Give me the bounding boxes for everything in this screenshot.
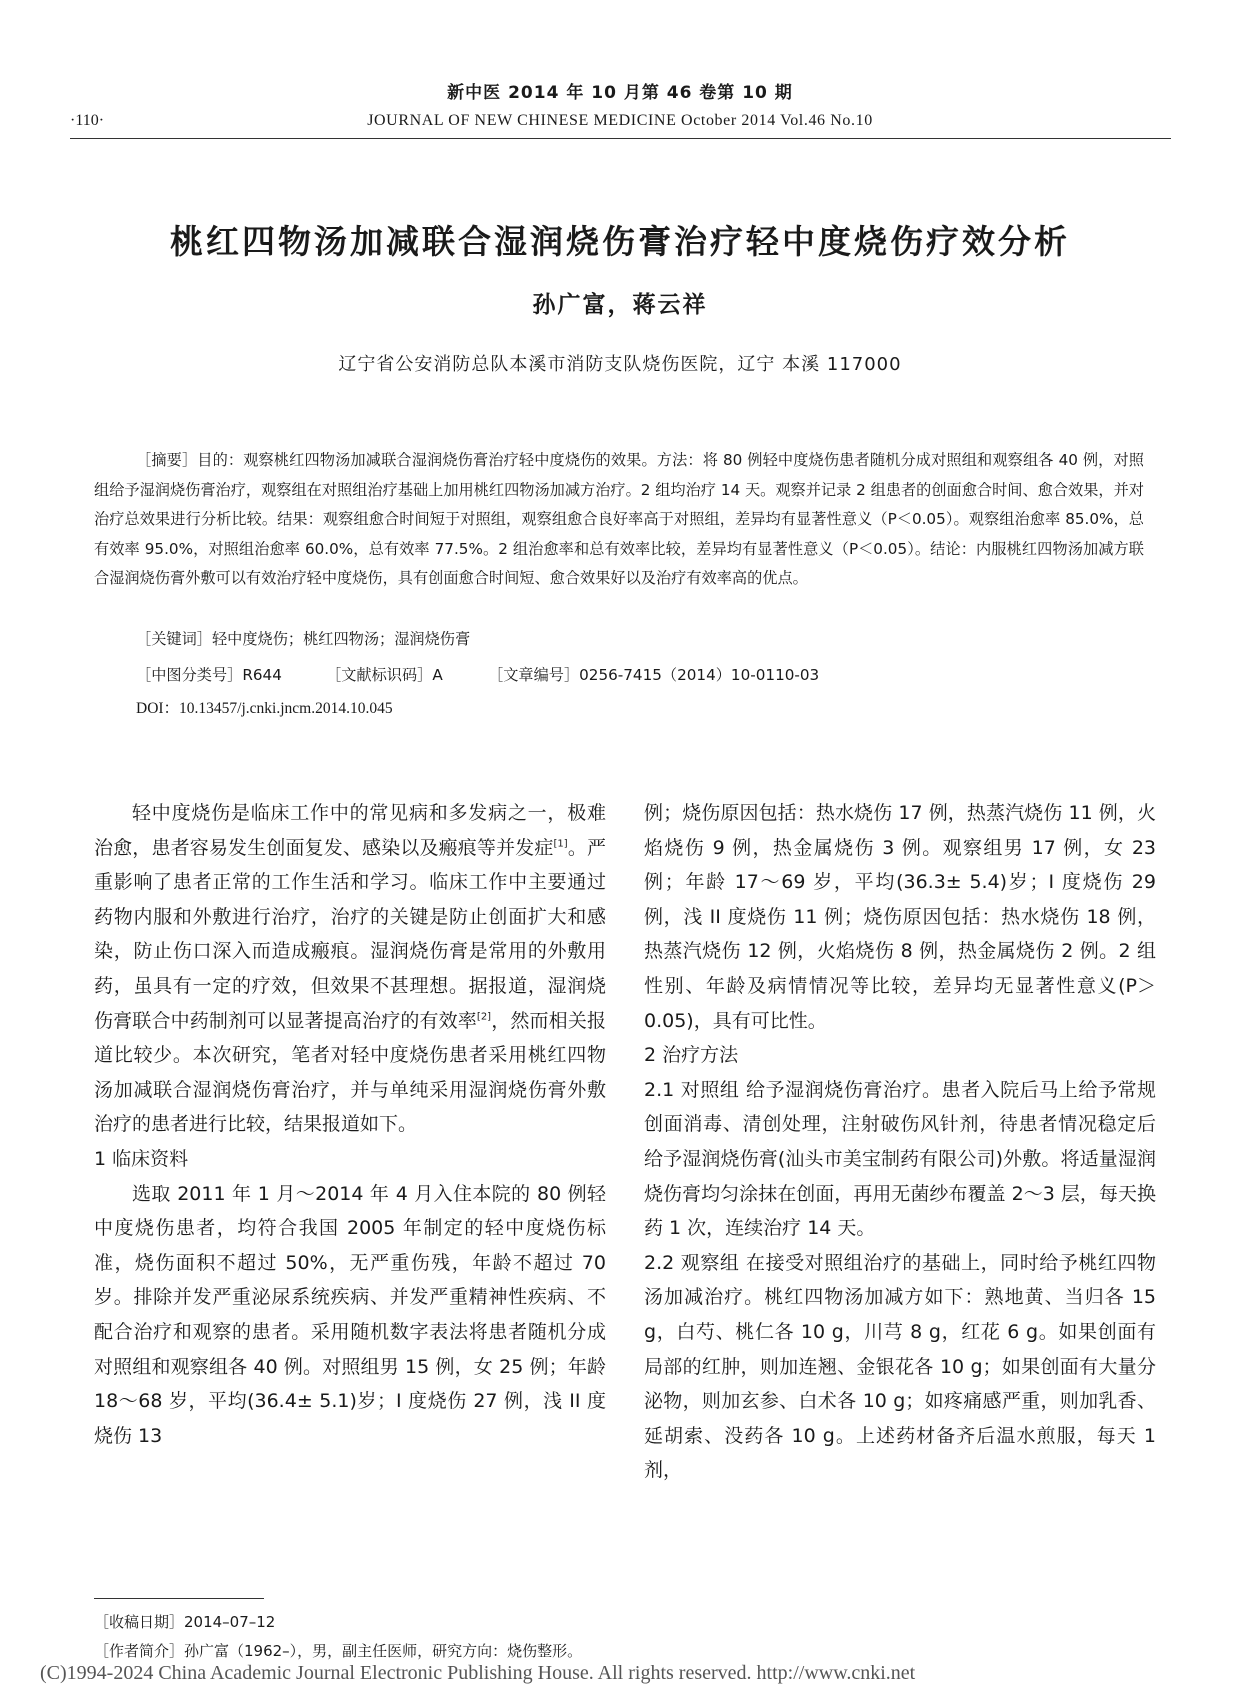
clc-number: ［中图分类号］R644 [136,666,282,684]
article-authors: 孙广富，蒋云祥 [532,292,708,318]
page-number: ·110· [70,112,105,129]
citation-2[interactable]: [2] [476,1011,492,1023]
doi: DOI：10.13457/j.cnki.jncm.2014.10.045 [136,700,393,717]
section-heading-1: 1 临床资料 [94,1147,189,1170]
journal-header-cn: 新中医 2014 年 10 月第 46 卷第 10 期 [447,83,793,103]
body-column-right [644,796,1156,1488]
header-rule [70,138,1171,139]
article-title: 桃红四物汤加减联合湿润烧伤膏治疗轻中度烧伤疗效分析 [170,222,1070,261]
received-date: ［收稿日期］2014–07–12 [94,1613,276,1631]
article-number: ［文章编号］0256-7415（2014）10-0110-03 [488,666,820,684]
article-affiliation: 辽宁省公安消防总队本溪市消防支队烧伤医院，辽宁 本溪 117000 [338,354,902,375]
copyright-line: (C)1994-2024 China Academic Journal Electronic Publishing House. All rights reserved. http://www.cnki.net [40,1662,916,1684]
footnote-rule [94,1598,264,1599]
document-code: ［文献标识码］A [326,666,443,684]
citation-1[interactable]: [1] [553,838,568,850]
journal-header-en: JOURNAL OF NEW CHINESE MEDICINE October 2014 Vol.46 No.10 [367,112,873,129]
subsection-2-2: 2.2 观察组 在接受对照组治疗的基础上，同时给予桃红四物汤加减治疗。桃红四物汤加减方如下：熟地黄、当归各 15 g，白芍、桃仁各 10 g，川芎 8 g，红花 6 g。如果创面有局部的红肿，则加连翘、金银花各 10 g；如果创面有大量分泌物，则加玄参、白术各 10 g；如疼痛感严重，则加乳香、延胡索、没药各 10 g。上述药材备齐后温水煎服，每天 1 剂， [644,1251,1156,1482]
section-heading-2: 2 治疗方法 [644,1044,739,1067]
body-column-left [94,796,606,1453]
abstract: ［摘要］目的：观察桃红四物汤加减联合湿润烧伤膏治疗轻中度烧伤的效果。方法：将 80 例轻中度烧伤患者随机分成对照组和观察组各 40 例，对照组给予湿润烧伤膏治疗，观察组在对照组治疗基础上加用桃红四物汤加减方治疗。2 组均治疗 14 天。观察并记录 2 组患者的创面愈合时间、愈合效果，并对治疗总效果进行分析比较。结果：观察组愈合时间短于对照组，观察组愈合良好率高于对照组，差异均有显著性意义（P＜0.05）。观察组治愈率 85.0%，总有效率 95.0%，对照组治愈率 60.0%，总有效率 77.5%。2 组治愈率和总有效率比较，差异均有显著性意义（P＜0.05）。结论：内服桃红四物汤加减方联合湿润烧伤膏外敷可以有效治疗轻中度烧伤，具有创面愈合时间短、愈合效果好以及治疗有效率高的优点。 [94,451,1144,587]
intro-paragraph: 轻中度烧伤是临床工作中的常见病和多发病之一，极难治愈，患者容易发生创面复发、感染以及瘢痕等并发症[1]。严重影响了患者正常的工作生活和学习。临床工作中主要通过药物内服和外敷进行治疗，治疗的关键是防止创面扩大和感染，防止伤口深入而造成瘢痕。湿润烧伤膏是常用的外敷用药，虽具有一定的疗效，但效果不甚理想。据报道，湿润烧伤膏联合中药制剂可以显著提高治疗的有效率[2]，然而相关报道比较少。本次研究，笔者对轻中度烧伤患者采用桃红四物汤加减联合湿润烧伤膏治疗，并与单纯采用湿润烧伤膏外敷治疗的患者进行比较，结果报道如下。 [94,802,606,1136]
author-bio: ［作者简介］孙广富（1962–），男，副主任医师，研究方向：烧伤整形。 [94,1642,583,1660]
subsection-2-1: 2.1 对照组 给予湿润烧伤膏治疗。患者入院后马上给予常规创面消毒、清创处理，注射破伤风针剂，待患者情况稳定后给予湿润烧伤膏(汕头市美宝制药有限公司)外敷。将适量湿润烧伤膏均匀涂抹在创面，再用无菌纱布覆盖 2～3 层，每天换药 1 次，连续治疗 14 天。 [644,1078,1156,1240]
keywords: ［关键词］轻中度烧伤；桃红四物汤；湿润烧伤膏 [136,630,471,648]
clinical-data-continued: 例；烧伤原因包括：热水烧伤 17 例，热蒸汽烧伤 11 例，火焰烧伤 9 例，热金属烧伤 3 例。观察组男 17 例，女 23 例；年龄 17～69 岁，平均(36.3± 5.4)岁；I 度烧伤 29 例，浅 II 度烧伤 11 例；烧伤原因包括：热水烧伤 18 例，热蒸汽烧伤 12 例，火焰烧伤 8 例，热金属烧伤 2 例。2 组性别、年龄及病情情况等比较，差异均无显著性意义(P＞ 0.05)，具有可比性。 [644,802,1156,1032]
clinical-data-paragraph: 选取 2011 年 1 月～2014 年 4 月入住本院的 80 例轻中度烧伤患者，均符合我国 2005 年制定的轻中度烧伤标准，烧伤面积不超过 50%，无严重伤残，年龄不超过 70 岁。排除并发严重泌尿系统疾病、并发严重精神性疾病、不配合治疗和观察的患者。采用随机数字表法将患者随机分成对照组和观察组各 40 例。对照组男 15 例，女 25 例；年龄 18～68 岁，平均(36.4± 5.1)岁；I 度烧伤 27 例，浅 II 度烧伤 13 [94,1182,606,1447]
